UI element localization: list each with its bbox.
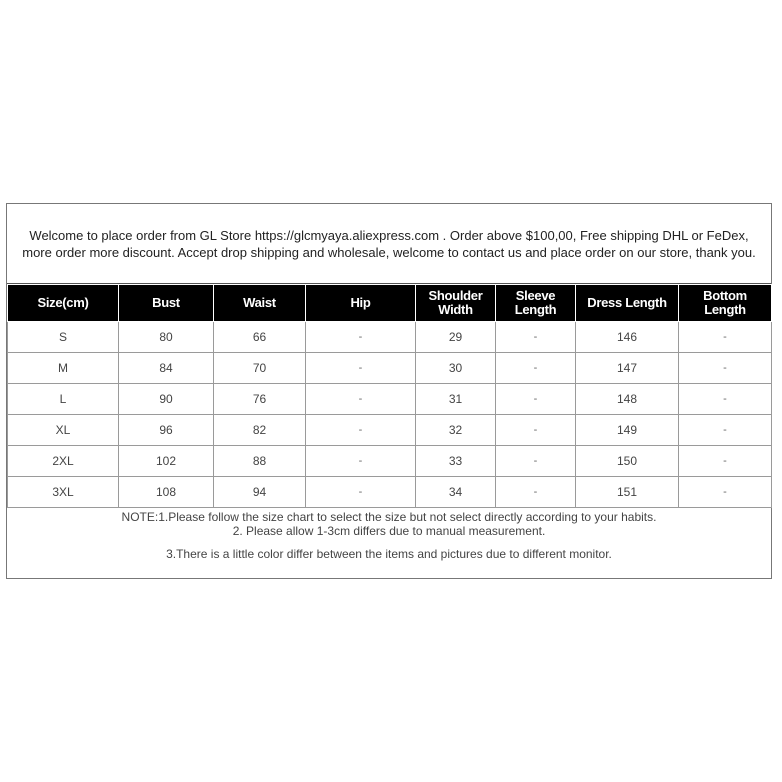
cell-bottom-length: - bbox=[679, 353, 772, 384]
cell-dress-length: 146 bbox=[576, 322, 679, 353]
cell-sleeve-length: - bbox=[496, 353, 576, 384]
cell-hip: - bbox=[306, 384, 416, 415]
header-shoulder-width: Shoulder Width bbox=[416, 285, 496, 322]
cell-bust: 80 bbox=[119, 322, 214, 353]
cell-size: M bbox=[8, 353, 119, 384]
welcome-message: Welcome to place order from GL Store https://glcmyaya.aliexpress.com . Order above $100,00, Free shipping DHL or FeDex, more order more discount. Accept drop shipping and wholesale, welcome to contact us and place order on our store, thank you. bbox=[7, 204, 771, 284]
cell-bust: 102 bbox=[119, 446, 214, 477]
cell-waist: 70 bbox=[214, 353, 306, 384]
size-table bbox=[7, 284, 772, 508]
cell-shoulder-width: 30 bbox=[416, 353, 496, 384]
notes bbox=[7, 510, 771, 561]
size-chart bbox=[6, 203, 772, 579]
cell-bust: 108 bbox=[119, 477, 214, 508]
cell-bust: 84 bbox=[119, 353, 214, 384]
cell-size: L bbox=[8, 384, 119, 415]
cell-sleeve-length: - bbox=[496, 322, 576, 353]
cell-hip: - bbox=[306, 477, 416, 508]
cell-bottom-length: - bbox=[679, 322, 772, 353]
cell-shoulder-width: 29 bbox=[416, 322, 496, 353]
note-2: 2. Please allow 1-3cm differs due to manual measurement. bbox=[232, 524, 546, 538]
header-size: Size(cm) bbox=[8, 285, 119, 322]
cell-shoulder-width: 32 bbox=[416, 415, 496, 446]
header-sleeve-length: Sleeve Length bbox=[496, 285, 576, 322]
note-1: NOTE:1.Please follow the size chart to select the size but not select directly according to your habits. bbox=[121, 510, 657, 524]
cell-size: S bbox=[8, 322, 119, 353]
cell-size: 3XL bbox=[8, 477, 119, 508]
cell-bottom-length: - bbox=[679, 446, 772, 477]
cell-dress-length: 148 bbox=[576, 384, 679, 415]
table-row bbox=[8, 415, 772, 446]
header-bottom-length: Bottom Length bbox=[679, 285, 772, 322]
cell-size: XL bbox=[8, 415, 119, 446]
cell-waist: 88 bbox=[214, 446, 306, 477]
table-row bbox=[8, 477, 772, 508]
header-dress-length: Dress Length bbox=[576, 285, 679, 322]
cell-sleeve-length: - bbox=[496, 415, 576, 446]
cell-shoulder-width: 33 bbox=[416, 446, 496, 477]
cell-hip: - bbox=[306, 446, 416, 477]
cell-bust: 96 bbox=[119, 415, 214, 446]
table-row bbox=[8, 384, 772, 415]
table-row bbox=[8, 353, 772, 384]
cell-shoulder-width: 31 bbox=[416, 384, 496, 415]
cell-waist: 76 bbox=[214, 384, 306, 415]
cell-hip: - bbox=[306, 322, 416, 353]
cell-size: 2XL bbox=[8, 446, 119, 477]
cell-sleeve-length: - bbox=[496, 477, 576, 508]
cell-dress-length: 147 bbox=[576, 353, 679, 384]
header-waist: Waist bbox=[214, 285, 306, 322]
table-header-row bbox=[8, 285, 772, 322]
header-hip: Hip bbox=[306, 285, 416, 322]
cell-sleeve-length: - bbox=[496, 384, 576, 415]
table-row bbox=[8, 322, 772, 353]
note-3: 3.There is a little color differ between the items and pictures due to different monitor. bbox=[166, 547, 612, 561]
cell-waist: 94 bbox=[214, 477, 306, 508]
cell-hip: - bbox=[306, 353, 416, 384]
cell-waist: 66 bbox=[214, 322, 306, 353]
cell-sleeve-length: - bbox=[496, 446, 576, 477]
cell-bust: 90 bbox=[119, 384, 214, 415]
cell-waist: 82 bbox=[214, 415, 306, 446]
cell-bottom-length: - bbox=[679, 477, 772, 508]
cell-shoulder-width: 34 bbox=[416, 477, 496, 508]
cell-bottom-length: - bbox=[679, 415, 772, 446]
cell-bottom-length: - bbox=[679, 384, 772, 415]
cell-dress-length: 149 bbox=[576, 415, 679, 446]
cell-dress-length: 151 bbox=[576, 477, 679, 508]
cell-dress-length: 150 bbox=[576, 446, 679, 477]
cell-hip: - bbox=[306, 415, 416, 446]
table-row bbox=[8, 446, 772, 477]
header-bust: Bust bbox=[119, 285, 214, 322]
